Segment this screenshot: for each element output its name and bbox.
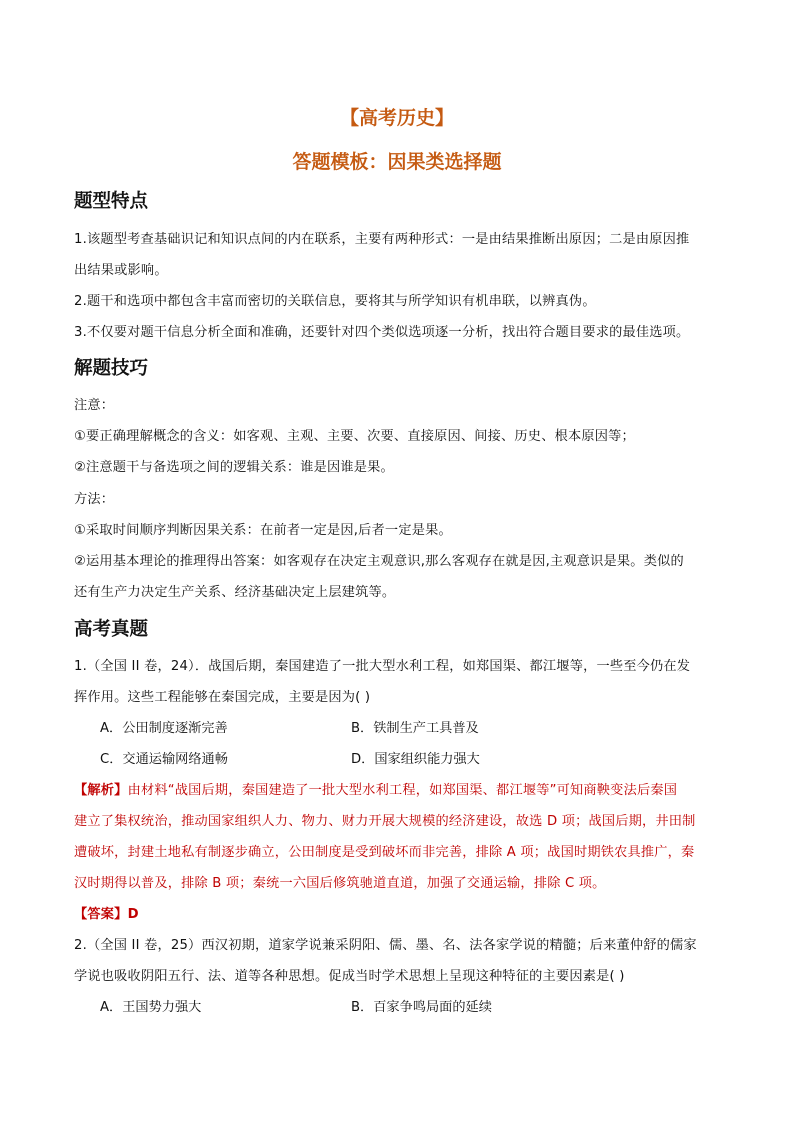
analysis-label: 【解析】 — [74, 783, 128, 798]
option-c: C．交通运输网络通畅 — [100, 752, 228, 767]
paragraph-line: ②注意题干与备选项之间的逻辑关系：谁是因谁是果。 — [74, 460, 394, 475]
answer-label: 【答案】 — [74, 907, 128, 922]
paragraph-line: ①要正确理解概念的含义：如客观、主观、主要、次要、直接原因、间接、历史、根本原因等； — [74, 429, 635, 444]
analysis-line: 建立了集权统治，推动国家组织人力、物力、财力开展大规模的经济建设，故选 D 项；战国后期，井田制 — [74, 814, 696, 829]
note-label: 注意： — [74, 398, 115, 413]
question-line: 2.（全国 II 卷，25）西汉初期，道家学说兼采阴阳、儒、墨、名、法各家学说的精髓；后来董仲舒的儒家 — [74, 938, 697, 953]
page-title: 答题模板：因果类选择题 — [292, 151, 502, 173]
subject-title: 【高考历史】 — [339, 107, 454, 129]
option-b: B．铁制生产工具普及 — [351, 721, 479, 736]
paragraph-line: 还有生产力决定生产关系、经济基础决定上层建筑等。 — [74, 585, 396, 600]
paragraph-line: ①采取时间顺序判断因果关系：在前者一定是因,后者一定是果。 — [74, 523, 452, 538]
option-b: B．百家争鸣局面的延续 — [351, 1000, 492, 1015]
question-line: 1.（全国 II 卷，24）．战国后期，秦国建造了一批大型水利工程，如郑国渠、都江堰等，一些至今仍在发 — [74, 659, 691, 674]
analysis-line: 汉时期得以普及，排除 B 项；秦统一六国后修筑驰道直道，加强了交通运输，排除 C 项。 — [74, 876, 606, 891]
option-d: D．国家组织能力强大 — [351, 752, 480, 767]
section-heading-features: 题型特点 — [74, 191, 149, 212]
question-line: 学说也吸收阴阳五行、法、道等各种思想。促成当时学术思想上呈现这种特征的主要因素是( ) — [74, 969, 625, 984]
question-line: 挥作用。这些工程能够在秦国完成，主要是因为( ) — [74, 690, 371, 705]
paragraph-line: 1.该题型考查基础识记和知识点间的内在联系，主要有两种形式：一是由结果推断出原因；二是由原因推 — [74, 232, 690, 247]
analysis-text: 由材料“战国后期，秦国建造了一批大型水利工程，如郑国渠、都江堰等”可知商鞅变法后秦国 — [127, 783, 678, 798]
option-a: A．公田制度逐渐完善 — [100, 721, 228, 736]
section-heading-exam: 高考真题 — [74, 619, 149, 640]
option-a: A．王国势力强大 — [100, 1000, 202, 1015]
analysis-line — [74, 779, 677, 798]
method-label: 方法： — [74, 492, 115, 507]
analysis-line: 遭破坏，封建土地私有制逐步确立，公田制度是受到破坏而非完善，排除 A 项；战国时期铁农具推广，秦 — [74, 845, 695, 860]
section-heading-skills: 解题技巧 — [74, 358, 149, 379]
answer-line — [74, 903, 139, 922]
answer-value: D — [127, 907, 139, 922]
paragraph-line: 2.题干和选项中都包含丰富而密切的关联信息，要将其与所学知识有机串联，以辨真伪。 — [74, 294, 596, 309]
paragraph-line: 出结果或影响。 — [74, 263, 168, 278]
paragraph-line: ②运用基本理论的推理得出答案：如客观存在决定主观意识,那么客观存在就是因,主观意识是果。类似的 — [74, 554, 684, 569]
paragraph-line: 3.不仅要对题干信息分析全面和准确，还要针对四个类似选项逐一分析，找出符合题目要求的最佳选项。 — [74, 325, 690, 340]
